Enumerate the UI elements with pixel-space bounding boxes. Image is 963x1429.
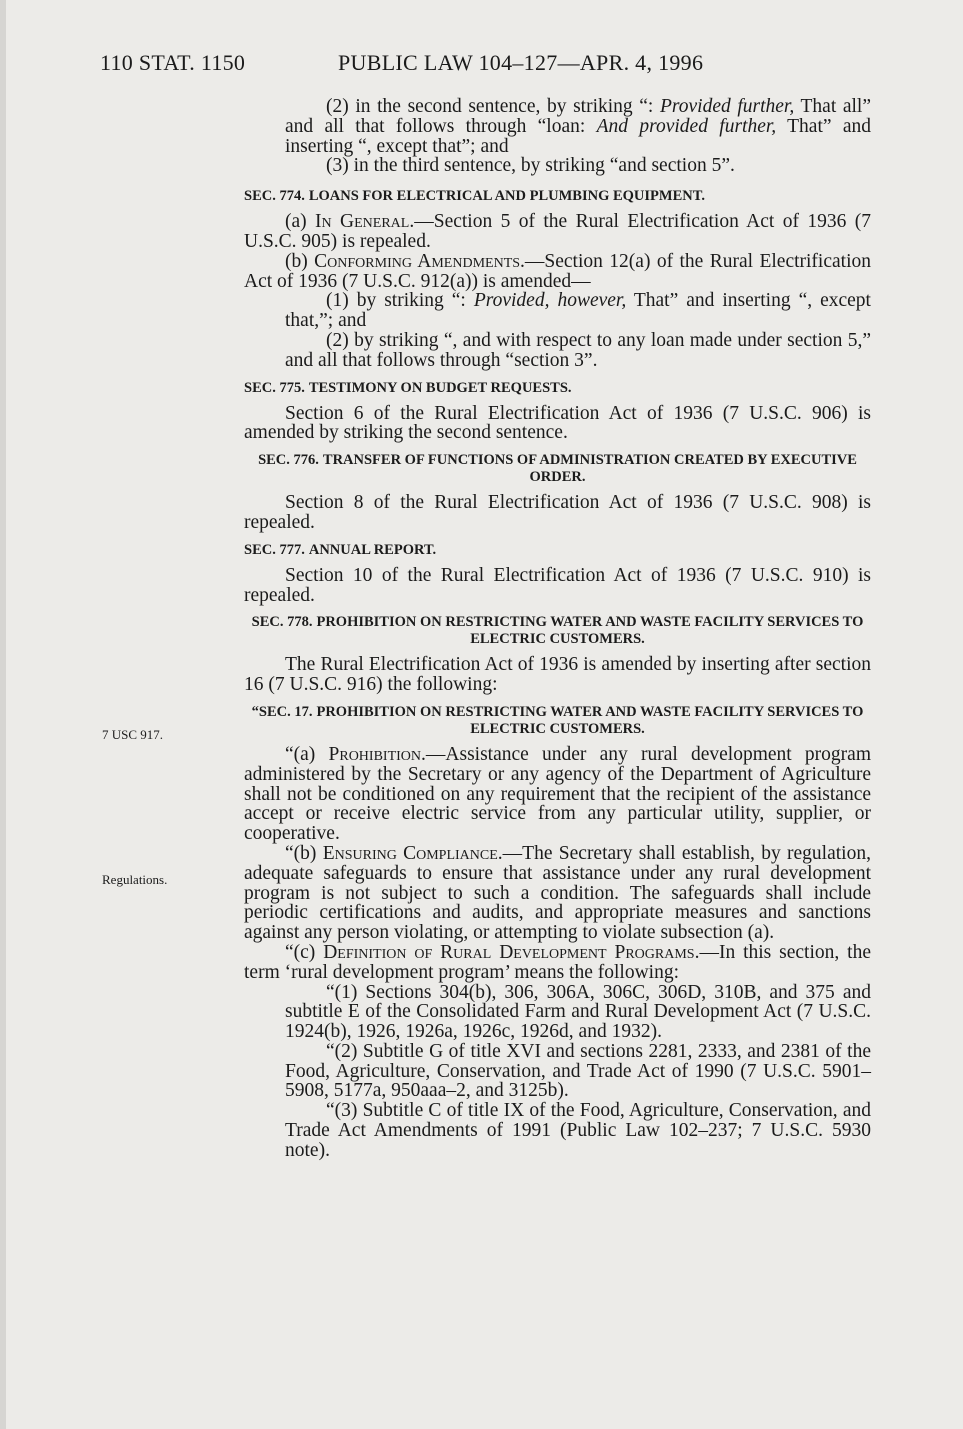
section-heading-777: SEC. 777. ANNUAL REPORT.: [244, 541, 437, 558]
paragraph-774-b: (b) Conforming Amendments.—Section 12(a) of the Rural Electrification Act of 1936 (7 U.S.C. 912(a)) is amended—: [244, 250, 871, 292]
section-heading-778: SEC. 778. PROHIBITION ON RESTRICTING WATER AND WASTE FACILITY SERVICES TO ELECTRIC CUSTOMERS.: [251, 614, 864, 648]
paragraph-17-a: “(a) Prohibition.—Assistance under any rural development program administered by the Secretary or any agency of the Department of Agriculture shall not be conditioned on any requirement that the recipient of the assistance accept or receive electric service from any particular utility, supplier, or cooperative.: [244, 743, 871, 845]
section-heading-774: SEC. 774. LOANS FOR ELECTRICAL AND PLUMBING EQUIPMENT.: [244, 188, 705, 205]
law-reference: PUBLIC LAW 104–127—APR. 4, 1996: [338, 50, 704, 75]
paragraph-17-c1: “(1) Sections 304(b), 306, 306A, 306C, 306D, 310B, and 375 and subtitle E of the Consolidated Farm and Rural Development Act (7 U.S.C. 1924(b), 1926, 1926a, 1926c, 1926d, and 1932).: [285, 981, 871, 1043]
main-column: [244, 97, 871, 1161]
paragraph-775: Section 6 of the Rural Electrification Act of 1936 (7 U.S.C. 906) is amended by striking the second sentence.: [244, 402, 871, 444]
paragraph-774-b2: (2) by striking “, and with respect to any loan made under section 5,” and all that follows through “section 3”.: [285, 329, 871, 371]
section-heading-775: SEC. 775. TESTIMONY ON BUDGET REQUESTS.: [244, 379, 572, 396]
paragraph-item-3: (3) in the third sentence, by striking “and section 5”.: [326, 155, 735, 177]
paragraph-17-c3: “(3) Subtitle C of title IX of the Food, Agriculture, Conservation, and Trade Act Amendments of 1991 (Public Law 102–237; 7 U.S.C. 5930 note).: [285, 1100, 871, 1161]
section-heading-17: “SEC. 17. PROHIBITION ON RESTRICTING WATER AND WASTE FACILITY SERVICES TO ELECTRIC CUSTOMERS.: [251, 703, 864, 737]
paragraph-777: Section 10 of the Rural Electrification Act of 1936 (7 U.S.C. 910) is repealed.: [244, 564, 871, 606]
paragraph-item-2: (2) in the second sentence, by striking “: Provided further, That all” and all that follows through “loan: And provided further, That” and inserting “, except that”; and: [285, 96, 871, 157]
paragraph-774-b1: (1) by striking “: Provided, however, That” and inserting “, except that,”; and: [285, 290, 871, 332]
paragraph-778: The Rural Electrification Act of 1936 is amended by inserting after section 16 (7 U.S.C. 916) the following:: [244, 654, 871, 696]
paragraph-776: Section 8 of the Rural Electrification Act of 1936 (7 U.S.C. 908) is repealed.: [244, 492, 871, 533]
running-head: [100, 50, 703, 76]
section-heading-776: SEC. 776. TRANSFER OF FUNCTIONS OF ADMINISTRATION CREATED BY EXECUTIVE ORDER.: [258, 452, 857, 486]
margin-note-regulations: Regulations.: [102, 872, 168, 887]
paragraph-17-c2: “(2) Subtitle G of title XVI and sections 2281, 2333, and 2381 of the Food, Agriculture, Conservation, and Trade Act of 1990 (7 U.S.C. 5901–5908, 5177a, 950aaa–2, and 3125b).: [285, 1040, 871, 1102]
paragraph-774-a: (a) In General.—Section 5 of the Rural Electrification Act of 1936 (7 U.S.C. 905) is repealed.: [244, 211, 871, 252]
paragraph-17-b: “(b) Ensuring Compliance.—The Secretary shall establish, by regulation, adequate safeguards to ensure that assistance under any rural development program is not subject to such a condition. The safeguards shall include periodic certifications and audits, and appropriate measures and sanctions against any person violating, or attempting to violate subsection (a).: [244, 842, 871, 944]
margin-note-usc: 7 USC 917.: [102, 727, 164, 742]
scan-edge: [0, 0, 6, 1429]
page-reference: 110 STAT. 1150: [100, 50, 246, 75]
paragraph-17-c: “(c) Definition of Rural Development Programs.—In this section, the term ‘rural development program’ means the following:: [244, 941, 871, 983]
